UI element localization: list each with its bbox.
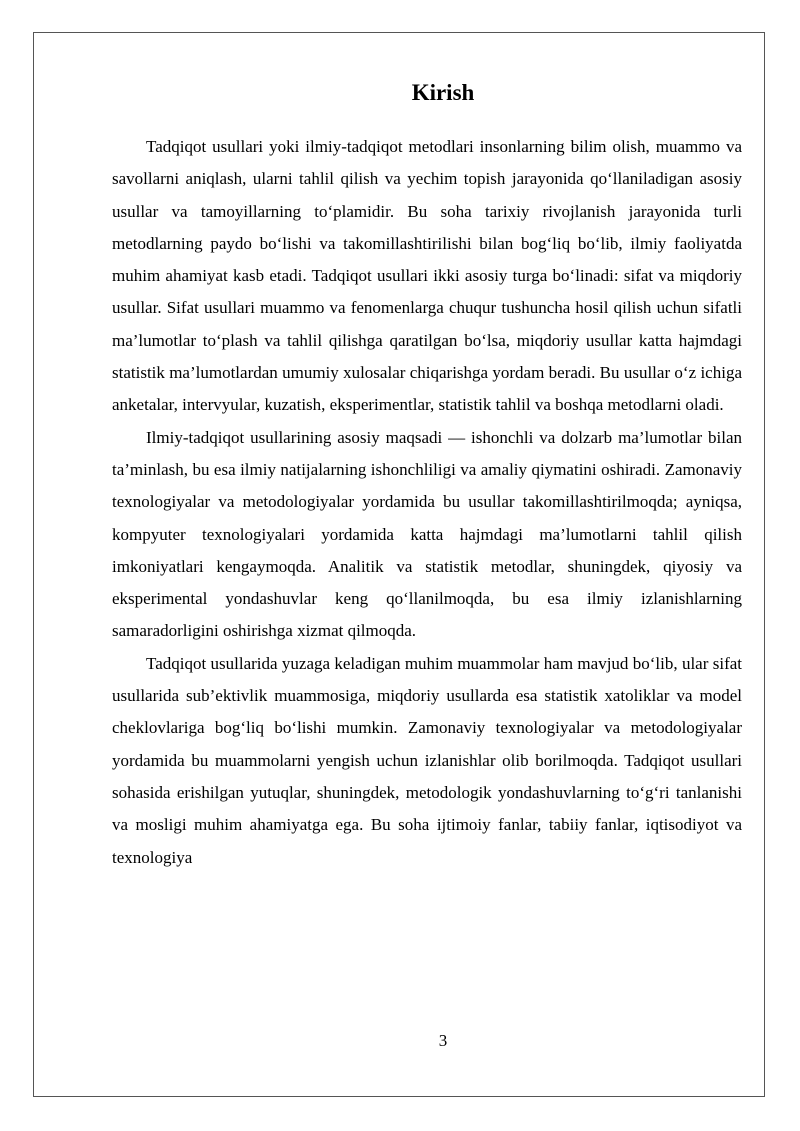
page-title: Kirish [411, 80, 475, 105]
page-number: 3 [438, 1031, 448, 1050]
paragraph-1: Tadqiqot usullari yoki ilmiy-tadqiqot metodlari insonlarning bilim olish, muammo va savollarni aniqlash, ularni tahlil qilish va yechim topish jarayonida qo‘llaniladigan asosiy usullar va tamoyillarning to‘plamidir. Bu soha tarixiy rivojlanish jarayonida turli metodlarning paydo bo‘lishi va takomillashtirilishi bilan bog‘liq bo‘lib, ilmiy faoliyatda muhim ahamiyat kasb etadi. Tadqiqot usullari ikki asosiy turga bo‘linadi: sifat va miqdoriy usullar. Sifat usullari muammo va fenomenlarga chuqur tushuncha hosil qilish uchun sifatli ma’lumotlar to‘plash va tahlil qilishga qaratilgan bo‘lsa, miqdoriy usullar katta hajmdagi statistik ma’lumotlardan umumiy xulosalar chiqarishga yordam beradi. Bu usullar o‘z ichiga anketalar, intervyular, kuzatish, eksperimentlar, statistik tahlil va boshqa metodlarni oladi. [112, 137, 742, 415]
paragraph-3: Tadqiqot usullarida yuzaga keladigan muhim muammolar ham mavjud bo‘lib, ular sifat usullarida sub’ektivlik muammosiga, miqdoriy usullarda esa statistik xatoliklar va model cheklovlariga bog‘liq bo‘lishi mumkin. Zamonaviy texnologiyalar va metodologiyalar yordamida bu muammolarni yengish uchun izlanishlar olib borilmoqda. Tadqiqot usullari sohasida erishilgan yutuqlar, shuningdek, metodologik yondashuvlarning to‘g‘ri tanlanishi va mosligi muhim ahamiyatga ega. Bu soha ijtimoiy fanlar, tabiiy fanlar, iqtisodiyot va texnologiya [112, 653, 742, 867]
paragraph-2: Ilmiy-tadqiqot usullarining asosiy maqsadi — ishonchli va dolzarb ma’lumotlar bilan ta’minlash, bu esa ilmiy natijalarning ishonchliligi va amaliy qiymatini oshiradi. Zamonaviy texnologiyalar va metodologiyalar yordamida bu usullar takomillashtirilmoqda; ayniqsa, kompyuter texnologiyalari yordamida katta hajmdagi ma’lumotlarni tahlil qilish imkoniyatlari kengaymoqda. Analitik va statistik metodlar, shuningdek, qiyosiy va eksperimental yondashuvlar keng qo‘llanilmoqda, bu esa ilmiy izlanishlarning samaradorligini oshirishga xizmat qilmoqda. [112, 427, 742, 641]
document-body [112, 73, 742, 874]
